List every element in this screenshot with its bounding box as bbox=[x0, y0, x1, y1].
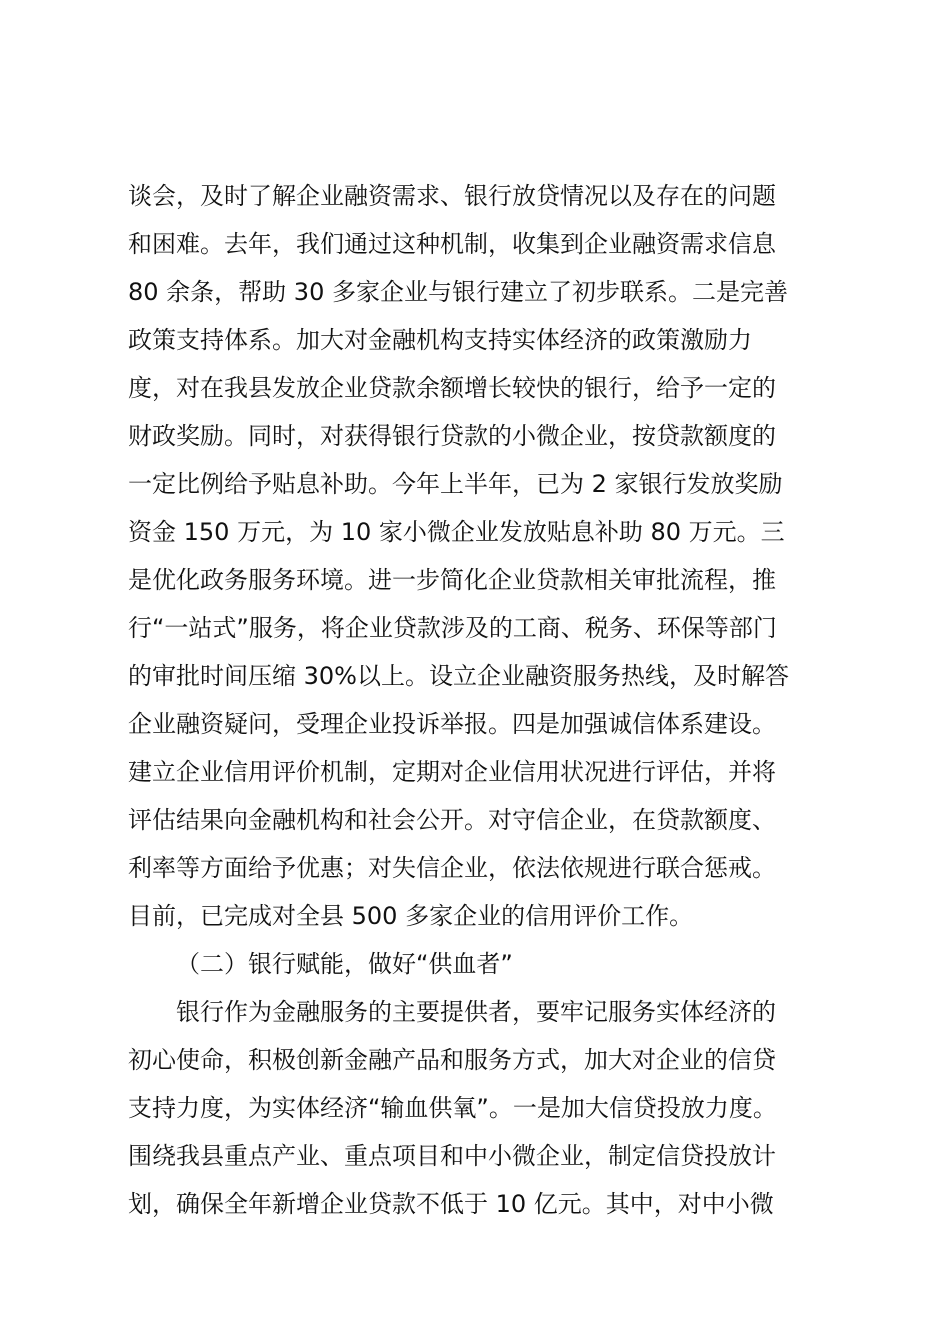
paragraph-line: 建立企业信用评价机制，定期对企业信用状况进行评估，并将 bbox=[128, 758, 776, 786]
paragraph-line: 企业融资疑问，受理企业投诉举报。四是加强诚信体系建设。 bbox=[128, 710, 776, 738]
paragraph-line: 行“一站式”服务，将企业贷款涉及的工商、税务、环保等部门 bbox=[128, 614, 777, 642]
paragraph-line: 政策支持体系。加大对金融机构支持实体经济的政策激励力 bbox=[128, 326, 752, 354]
paragraph-line: 初心使命，积极创新金融产品和服务方式，加大对企业的信贷 bbox=[128, 1046, 776, 1074]
paragraph-line: 80 余条，帮助 30 多家企业与银行建立了初步联系。二是完善 bbox=[128, 278, 788, 306]
paragraph-line: 银行作为金融服务的主要提供者，要牢记服务实体经济的 bbox=[176, 998, 776, 1026]
paragraph-line: 度，对在我县发放企业贷款余额增长较快的银行，给予一定的 bbox=[128, 374, 776, 402]
paragraph-line: 围绕我县重点产业、重点项目和中小微企业，制定信贷投放计 bbox=[128, 1142, 776, 1170]
paragraph-line: 是优化政务服务环境。进一步简化企业贷款相关审批流程，推 bbox=[128, 566, 776, 594]
document-body bbox=[128, 172, 828, 1228]
paragraph-line: 目前，已完成对全县 500 多家企业的信用评价工作。 bbox=[128, 902, 694, 930]
paragraph-line: 评估结果向金融机构和社会公开。对守信企业，在贷款额度、 bbox=[128, 806, 776, 834]
paragraph-line: 的审批时间压缩 30%以上。设立企业融资服务热线，及时解答 bbox=[128, 662, 789, 690]
paragraph-line: 资金 150 万元，为 10 家小微企业发放贴息补助 80 万元。三 bbox=[128, 518, 785, 546]
paragraph-line: 划，确保全年新增企业贷款不低于 10 亿元。其中，对中小微 bbox=[128, 1190, 774, 1218]
paragraph-line: 支持力度，为实体经济“输血供氧”。一是加大信贷投放力度。 bbox=[128, 1094, 777, 1122]
paragraph-line: 一定比例给予贴息补助。今年上半年，已为 2 家银行发放奖励 bbox=[128, 470, 783, 498]
section-heading: （二）银行赋能，做好“供血者” bbox=[176, 950, 513, 978]
paragraph-line: 谈会，及时了解企业融资需求、银行放贷情况以及存在的问题 bbox=[128, 182, 776, 210]
paragraph-line: 利率等方面给予优惠；对失信企业，依法依规进行联合惩戒。 bbox=[128, 854, 776, 882]
paragraph-line: 财政奖励。同时，对获得银行贷款的小微企业，按贷款额度的 bbox=[128, 422, 776, 450]
paragraph-line: 和困难。去年，我们通过这种机制，收集到企业融资需求信息 bbox=[128, 230, 776, 258]
